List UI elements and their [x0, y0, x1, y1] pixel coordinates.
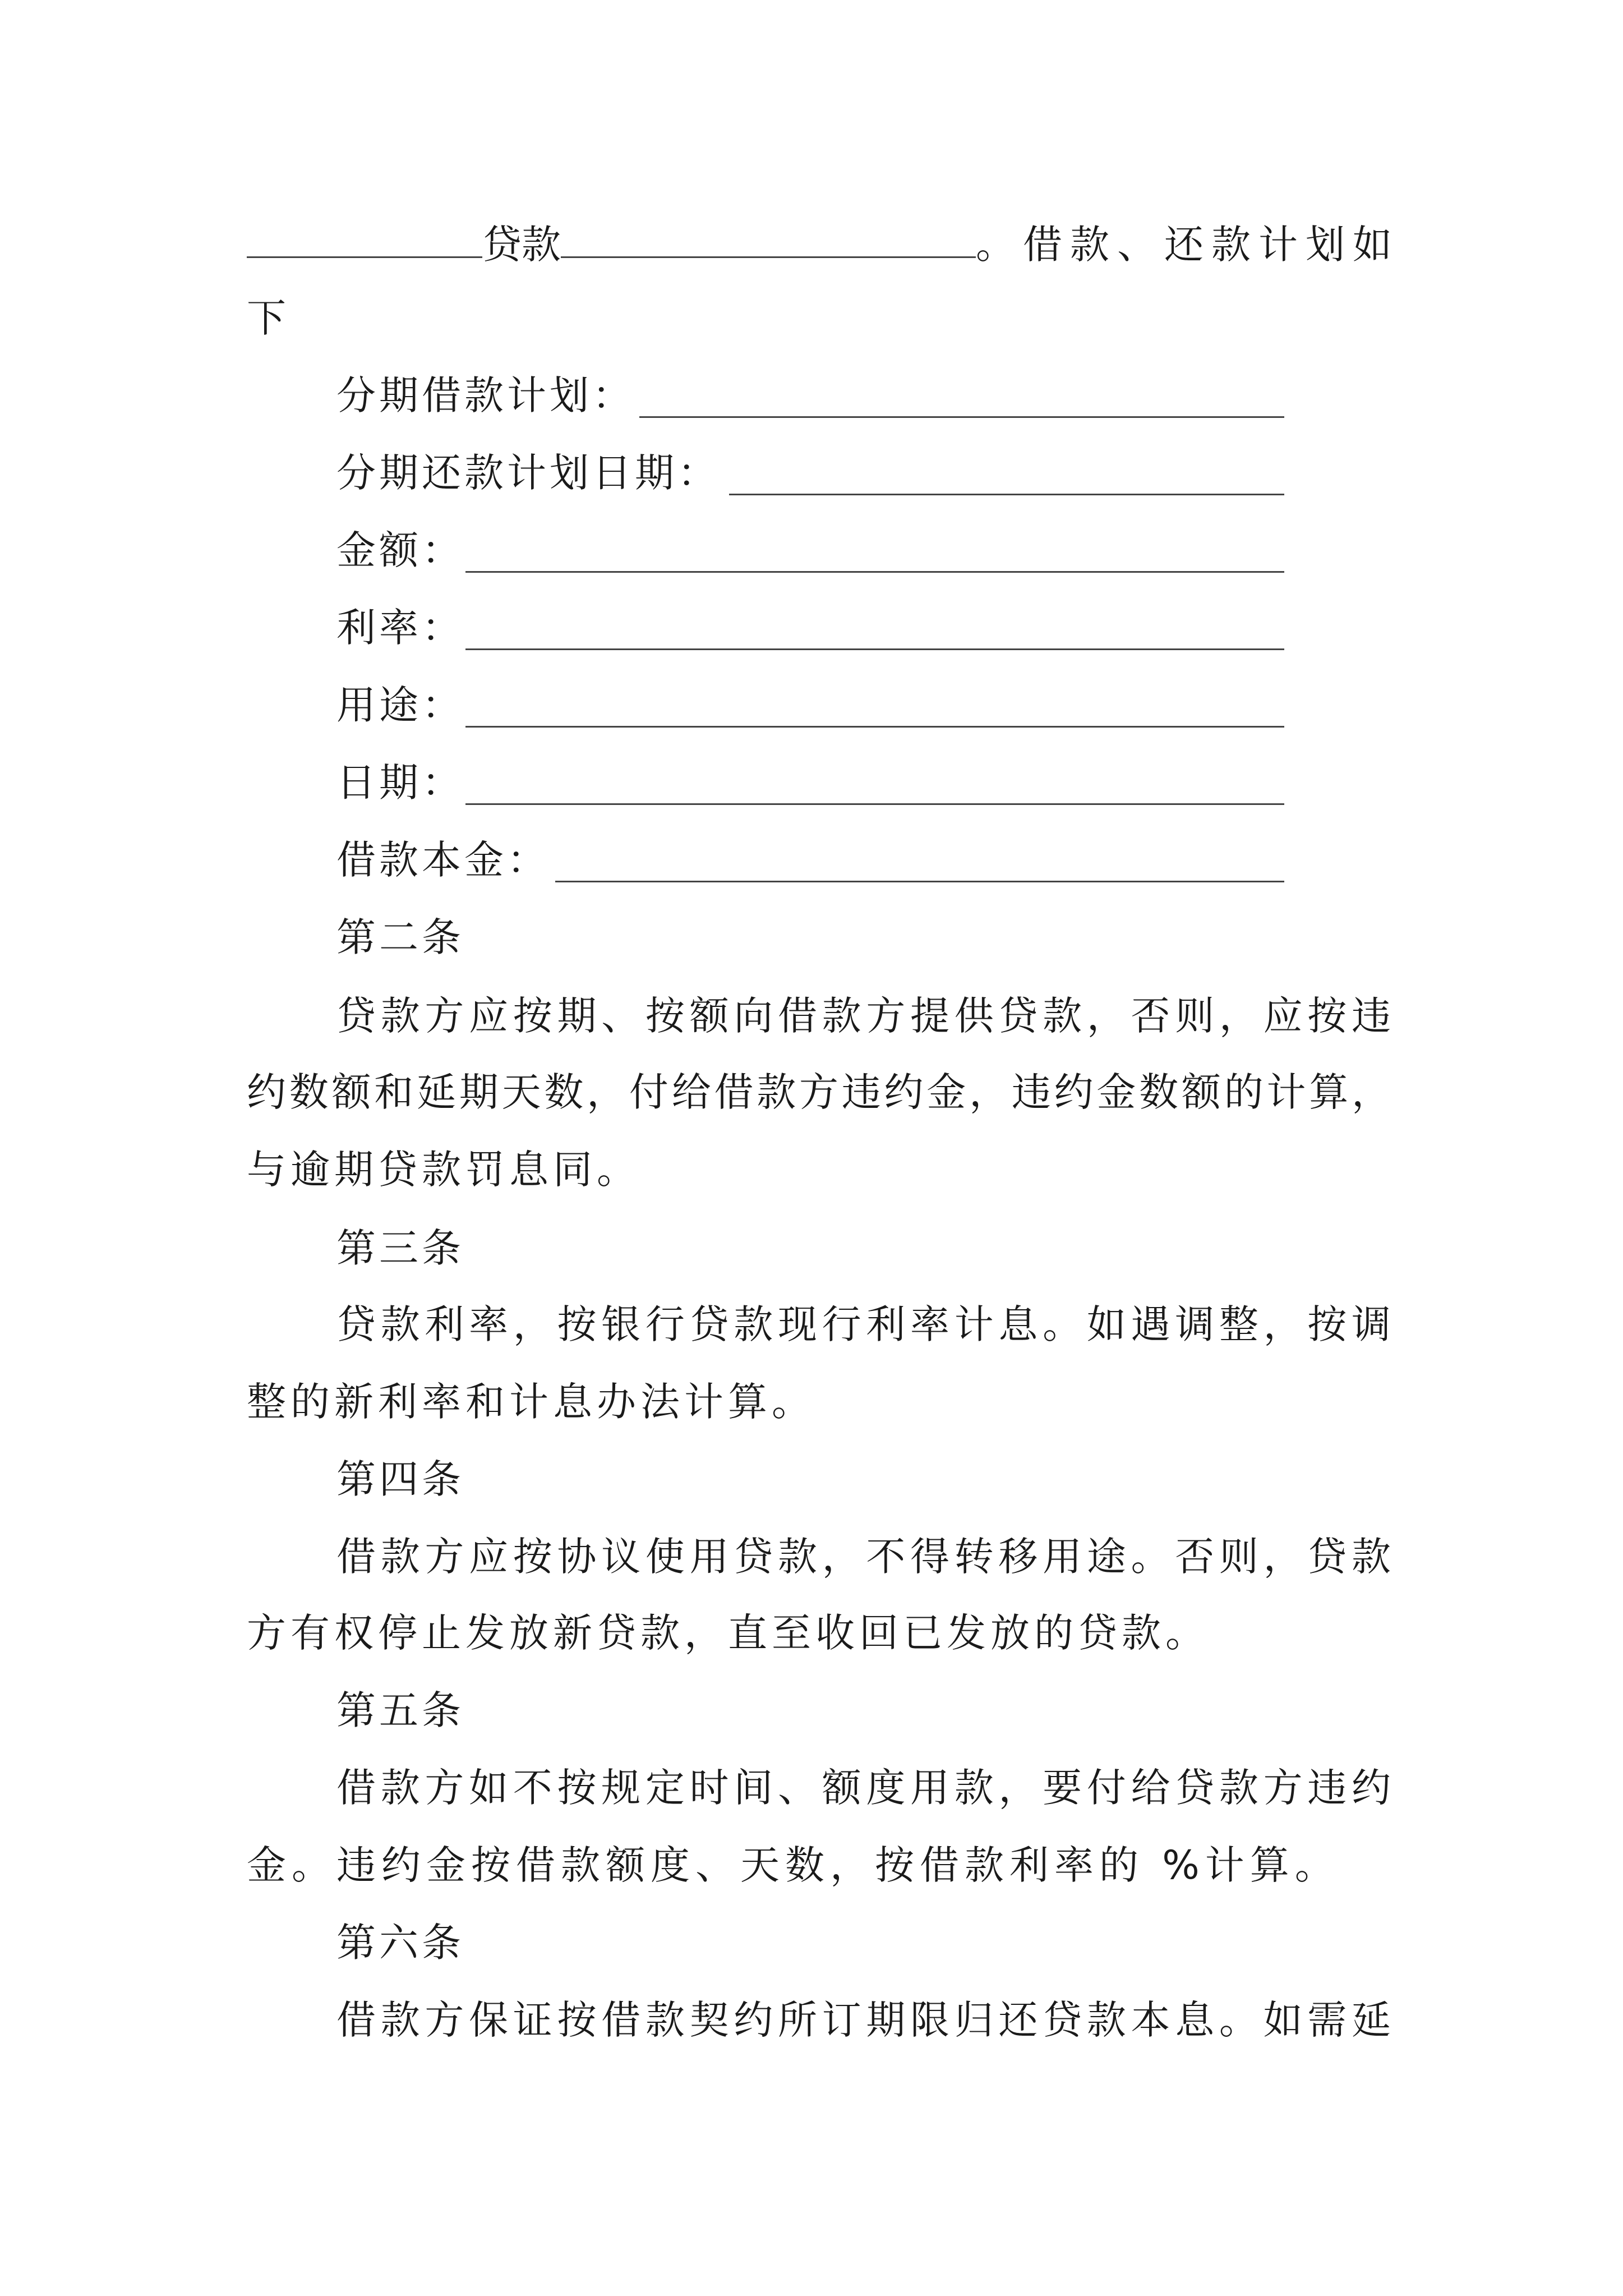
article-6-heading: 第六条	[336, 1920, 464, 1966]
blank-lender[interactable]	[247, 222, 482, 258]
article-3-heading: 第三条	[336, 1225, 464, 1271]
field-loan-principal[interactable]	[555, 881, 1284, 882]
intro-wrap: 下	[247, 295, 286, 341]
field-label-repayment-plan-date: 分期还款计划日期：	[336, 450, 720, 496]
article-2-line-3: 与逾期贷款罚息同。	[247, 1147, 640, 1193]
article-4-heading: 第四条	[336, 1456, 464, 1502]
article-5-heading: 第五条	[336, 1687, 464, 1733]
field-interest-rate[interactable]	[465, 648, 1284, 650]
field-installment-loan-plan[interactable]	[639, 416, 1284, 418]
article-3-line-2: 整的新利率和计息办法计算。	[247, 1379, 815, 1425]
field-date[interactable]	[465, 803, 1284, 805]
article-5-line-2: 金。违约金按借款额度、天数，按借款利率的 %计算。	[247, 1842, 1340, 1888]
intro-word-loan: 贷款	[482, 222, 561, 268]
field-label-interest-rate: 利率：	[336, 605, 464, 651]
intro-line	[247, 222, 1400, 268]
intro-sentence-end: 。借款、还款计划如	[976, 222, 1400, 268]
article-2-line-1: 贷款方应按期、按额向借款方提供贷款，否则，应按违	[336, 993, 1391, 1039]
field-amount[interactable]	[465, 571, 1284, 573]
article-6-line-1: 借款方保证按借款契约所订期限归还贷款本息。如需延	[336, 1997, 1391, 2043]
article-5-line-1: 借款方如不按规定时间、额度用款，要付给贷款方违约	[336, 1765, 1391, 1811]
field-purpose[interactable]	[465, 726, 1284, 728]
article-4-line-1: 借款方应按协议使用贷款，不得转移用途。否则，贷款	[336, 1534, 1391, 1580]
blank-loan-amount[interactable]	[561, 222, 976, 258]
article-4-line-2: 方有权停止发放新贷款，直至收回已发放的贷款。	[247, 1610, 1209, 1656]
article-3-line-1: 贷款利率，按银行贷款现行利率计息。如遇调整，按调	[336, 1301, 1391, 1347]
field-label-installment-loan-plan: 分期借款计划：	[336, 372, 635, 418]
field-label-amount: 金额：	[336, 527, 464, 573]
article-2-heading: 第二条	[336, 914, 464, 960]
field-label-purpose: 用途：	[336, 682, 464, 728]
field-label-date: 日期：	[336, 760, 464, 806]
field-repayment-plan-date[interactable]	[729, 494, 1284, 495]
field-label-loan-principal: 借款本金：	[336, 837, 550, 883]
article-2-line-2: 约数额和延期天数，付给借款方违约金，违约金数额的计算，	[247, 1069, 1391, 1115]
